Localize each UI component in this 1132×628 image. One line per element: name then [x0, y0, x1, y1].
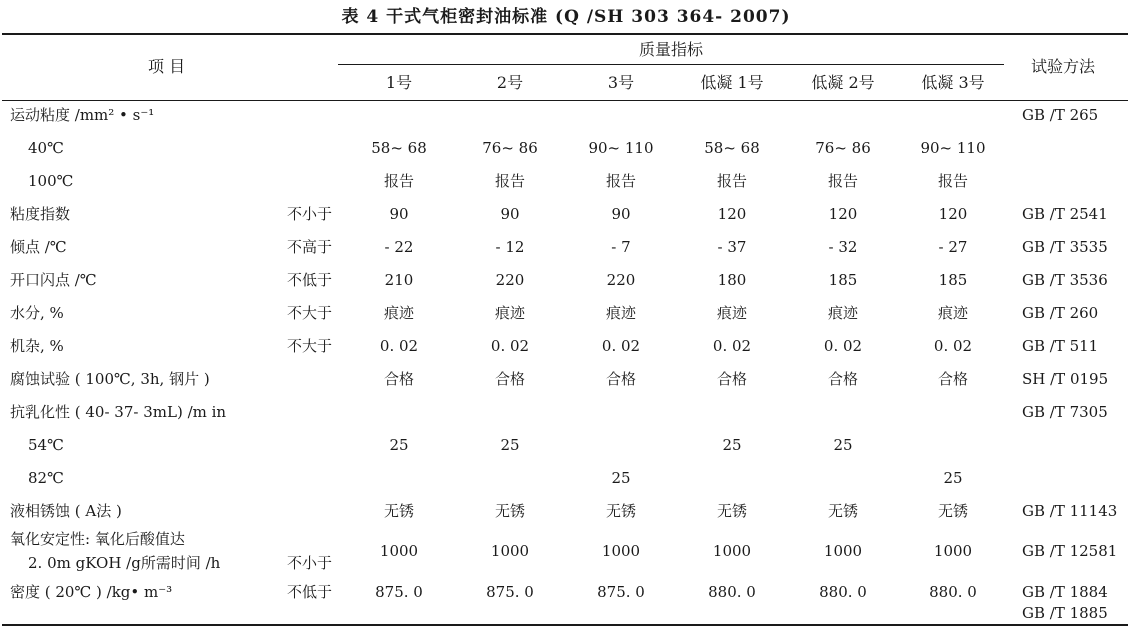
- value-cell: 报告: [937, 172, 968, 190]
- value-cell: 报告: [383, 172, 414, 190]
- method-cell: GB /T 7305: [1022, 403, 1108, 421]
- value-cell: 25: [833, 436, 853, 454]
- row-label: 水分, %: [10, 304, 64, 322]
- row-label: 机杂, %: [10, 337, 64, 355]
- grade-header: 低凝 3号: [921, 73, 985, 92]
- value-cell: 1000: [712, 542, 752, 560]
- value-cell: 180: [717, 271, 747, 289]
- limit-label: 不大于: [287, 337, 333, 355]
- value-cell: 120: [717, 205, 747, 223]
- value-cell: 0. 02: [601, 337, 641, 355]
- value-cell: 报告: [827, 172, 858, 190]
- value-cell: 220: [606, 271, 636, 289]
- bottom-rule: [2, 624, 1128, 626]
- value-cell: 0. 02: [490, 337, 530, 355]
- value-cell: 58~ 68: [371, 139, 427, 157]
- value-cell: 0. 02: [379, 337, 419, 355]
- value-cell: 90~ 110: [588, 139, 654, 157]
- value-cell: - 22: [384, 238, 414, 256]
- grade-header: 低凝 2号: [811, 73, 875, 92]
- limit-label: 不高于: [287, 238, 333, 256]
- value-cell: - 32: [828, 238, 858, 256]
- value-cell: 25: [943, 469, 963, 487]
- value-cell: 185: [828, 271, 858, 289]
- method-cell: GB /T 1885: [1022, 604, 1108, 622]
- value-cell: 875. 0: [597, 583, 645, 601]
- top-rule: [2, 33, 1128, 35]
- value-cell: - 7: [611, 238, 631, 256]
- method-header: 试验方法: [1031, 57, 1096, 76]
- method-cell: GB /T 265: [1022, 106, 1099, 124]
- value-cell: 合格: [716, 370, 747, 388]
- quality-header: 质量指标: [638, 40, 703, 59]
- method-cell: GB /T 3535: [1022, 238, 1108, 256]
- value-cell: 25: [389, 436, 409, 454]
- row-label: 运动粘度 /mm² • s⁻¹: [10, 106, 155, 124]
- value-cell: 无锈: [716, 502, 747, 520]
- row-label: 40℃: [28, 139, 64, 157]
- row-label: 氧化安定性: 氧化后酸值达: [10, 530, 185, 548]
- value-cell: 合格: [605, 370, 636, 388]
- row-label: 54℃: [28, 436, 64, 454]
- value-cell: 无锈: [494, 502, 525, 520]
- value-cell: 合格: [827, 370, 858, 388]
- item-header: 项 目: [148, 57, 186, 76]
- limit-label: 不低于: [287, 271, 333, 289]
- value-cell: 120: [828, 205, 858, 223]
- value-cell: 220: [495, 271, 525, 289]
- grade-header: 1号: [385, 73, 413, 92]
- limit-label: 不小于: [287, 205, 333, 223]
- row-label: 2. 0m gKOH /g所需时间 /h: [28, 554, 221, 572]
- method-cell: GB /T 11143: [1022, 502, 1118, 520]
- row-label: 抗乳化性 ( 40- 37- 3mL) /m in: [10, 403, 227, 421]
- method-cell: GB /T 3536: [1022, 271, 1108, 289]
- row-label: 腐蚀试验 ( 100℃, 3h, 钢片 ): [10, 370, 210, 388]
- value-cell: 90~ 110: [920, 139, 986, 157]
- grade-header: 低凝 1号: [700, 73, 764, 92]
- method-cell: GB /T 260: [1022, 304, 1099, 322]
- value-cell: 120: [938, 205, 968, 223]
- value-cell: - 37: [717, 238, 747, 256]
- limit-label: 不低于: [287, 583, 333, 601]
- value-cell: 25: [611, 469, 631, 487]
- value-cell: 880. 0: [819, 583, 867, 601]
- table-title: 表 4 干式气柜密封油标准 (Q /SH 303 364- 2007): [341, 7, 791, 27]
- value-cell: - 12: [495, 238, 525, 256]
- value-cell: 痕迹: [605, 304, 636, 322]
- header-rule: [2, 100, 1128, 101]
- value-cell: 1000: [490, 542, 530, 560]
- value-cell: 无锈: [827, 502, 858, 520]
- grade-header: 2号: [496, 73, 524, 92]
- method-cell: GB /T 2541: [1022, 205, 1108, 223]
- value-cell: 1000: [379, 542, 419, 560]
- method-cell: GB /T 12581: [1022, 542, 1118, 560]
- value-cell: - 27: [938, 238, 968, 256]
- value-cell: 76~ 86: [482, 139, 538, 157]
- value-cell: 875. 0: [486, 583, 534, 601]
- value-cell: 1000: [823, 542, 863, 560]
- value-cell: 185: [938, 271, 968, 289]
- value-cell: 报告: [605, 172, 636, 190]
- value-cell: 痕迹: [494, 304, 525, 322]
- row-label: 密度 ( 20℃ ) /kg• m⁻³: [10, 583, 173, 601]
- value-cell: 25: [500, 436, 520, 454]
- value-cell: 报告: [494, 172, 525, 190]
- method-cell: SH /T 0195: [1022, 370, 1109, 388]
- value-cell: 880. 0: [708, 583, 756, 601]
- quality-subheader-rule: [338, 64, 1004, 65]
- value-cell: 痕迹: [383, 304, 414, 322]
- row-label: 82℃: [28, 469, 64, 487]
- value-cell: 痕迹: [937, 304, 968, 322]
- value-cell: 90: [500, 205, 520, 223]
- value-cell: 痕迹: [827, 304, 858, 322]
- limit-label: 不小于: [287, 554, 333, 572]
- grade-header: 3号: [607, 73, 635, 92]
- value-cell: 无锈: [605, 502, 636, 520]
- row-label: 开口闪点 /℃: [10, 271, 97, 289]
- value-cell: 合格: [494, 370, 525, 388]
- value-cell: 90: [611, 205, 631, 223]
- value-cell: 90: [389, 205, 409, 223]
- value-cell: 合格: [937, 370, 968, 388]
- value-cell: 58~ 68: [704, 139, 760, 157]
- row-label: 倾点 /℃: [10, 238, 67, 256]
- value-cell: 0. 02: [712, 337, 752, 355]
- value-cell: 报告: [716, 172, 747, 190]
- value-cell: 76~ 86: [815, 139, 871, 157]
- row-label: 100℃: [28, 172, 74, 190]
- value-cell: 25: [722, 436, 742, 454]
- value-cell: 合格: [383, 370, 414, 388]
- limit-label: 不大于: [287, 304, 333, 322]
- value-cell: 880. 0: [929, 583, 977, 601]
- value-cell: 1000: [601, 542, 641, 560]
- row-label: 液相锈蚀 ( A法 ): [10, 502, 122, 520]
- value-cell: 0. 02: [823, 337, 863, 355]
- value-cell: 1000: [933, 542, 973, 560]
- value-cell: 210: [384, 271, 414, 289]
- row-label: 粘度指数: [10, 205, 71, 223]
- value-cell: 0. 02: [933, 337, 973, 355]
- method-cell: GB /T 1884: [1022, 583, 1108, 601]
- value-cell: 无锈: [383, 502, 414, 520]
- method-cell: GB /T 511: [1022, 337, 1099, 355]
- value-cell: 875. 0: [375, 583, 423, 601]
- value-cell: 无锈: [937, 502, 968, 520]
- value-cell: 痕迹: [716, 304, 747, 322]
